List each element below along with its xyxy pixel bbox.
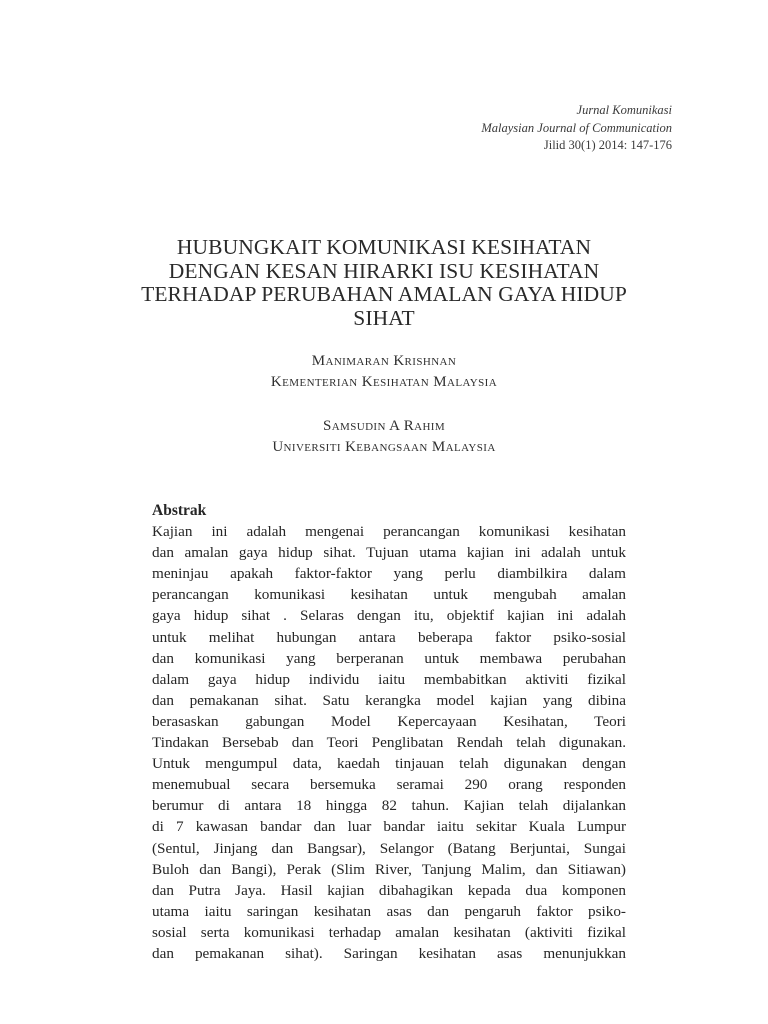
abstract-line: Kajian ini adalah mengenai perancangan komunikasi kesihatan [152,523,626,541]
abstract-line: dan amalan gaya hidup sihat. Tujuan utama kajian ini adalah untuk [152,544,626,562]
abstract-line: dan komunikasi yang berperanan untuk membawa perubahan [152,649,626,667]
author-name: Manimaran Krishnan [311,353,457,369]
abstract-line: sosial serta komunikasi terhadap amalan kesihatan (aktiviti fizikal [152,923,626,941]
journal-volume: Jilid 30(1) 2014: 147-176 [543,138,672,152]
author-affiliation: Kementerian Kesihatan Malaysia [270,374,498,390]
author-block-2 [84,416,684,458]
abstract-line: dan Putra Jaya. Hasil kajian dibahagikan kepada dua komponen [152,881,626,899]
abstract-line: dalam gaya hidup individu iaitu membabitkan aktiviti fizikal [152,670,626,688]
author-block-1 [84,351,684,393]
abstract-line: Tindakan Bersebab dan Teori Penglibatan Rendah telah digunakan. [152,734,626,752]
title-line: HUBUNGKAIT KOMUNIKASI KESIHATAN [176,235,592,259]
abstract-line: dan pemakanan sihat. Satu kerangka model kajian yang dibina [152,691,626,709]
abstract-body [152,521,626,964]
author-affiliation: Universiti Kebangsaan Malaysia [272,439,496,455]
article-title [84,236,684,330]
abstract-line: utama iaitu saringan kesihatan asas dan pengaruh faktor psiko- [152,902,626,920]
title-line: DENGAN KESAN HIRARKI ISU KESIHATAN [168,258,600,283]
abstract-line: Untuk mengumpul data, kaedah tinjauan telah digunakan dengan [152,755,626,773]
journal-header [481,102,672,155]
abstract-line: menemubual secara bersemuka seramai 290 orang responden [152,776,626,794]
journal-name-malay: Jurnal Komunikasi [576,103,672,117]
abstract-line: di 7 kawasan bandar dan luar bandar iaitu sekitar Kuala Lumpur [152,818,626,836]
author-name: Samsudin A Rahim [322,418,446,434]
abstract-line: berasaskan gabungan Model Kepercayaan Kesihatan, Teori [152,712,626,730]
journal-name-english: Malaysian Journal of Communication [481,120,672,135]
abstract-line: perancangan komunikasi kesihatan untuk mengubah amalan [152,586,626,604]
abstract-line: gaya hidup sihat . Selaras dengan itu, objektif kajian ini adalah [152,607,626,625]
abstract-line: dan pemakanan sihat). Saringan kesihatan asas menunjukkan [152,944,626,962]
abstract-line: (Sentul, Jinjang dan Bangsar), Selangor (Batang Berjuntai, Sungai [152,839,626,857]
abstract-line: Buloh dan Bangi), Perak (Slim River, Tanjung Malim, dan Sitiawan) [152,860,626,878]
title-line: SIHAT [353,305,415,330]
abstract-line: meninjau apakah faktor-faktor yang perlu diambilkira dalam [152,565,626,583]
title-line: TERHADAP PERUBAHAN AMALAN GAYA HIDUP [141,282,627,306]
abstract-line: untuk melihat hubungan antara beberapa faktor psiko-sosial [152,628,626,646]
abstract-heading: Abstrak [152,502,207,519]
abstract-line: berumur di antara 18 hingga 82 tahun. Kajian telah dijalankan [152,797,626,815]
abstract-section [152,500,626,964]
